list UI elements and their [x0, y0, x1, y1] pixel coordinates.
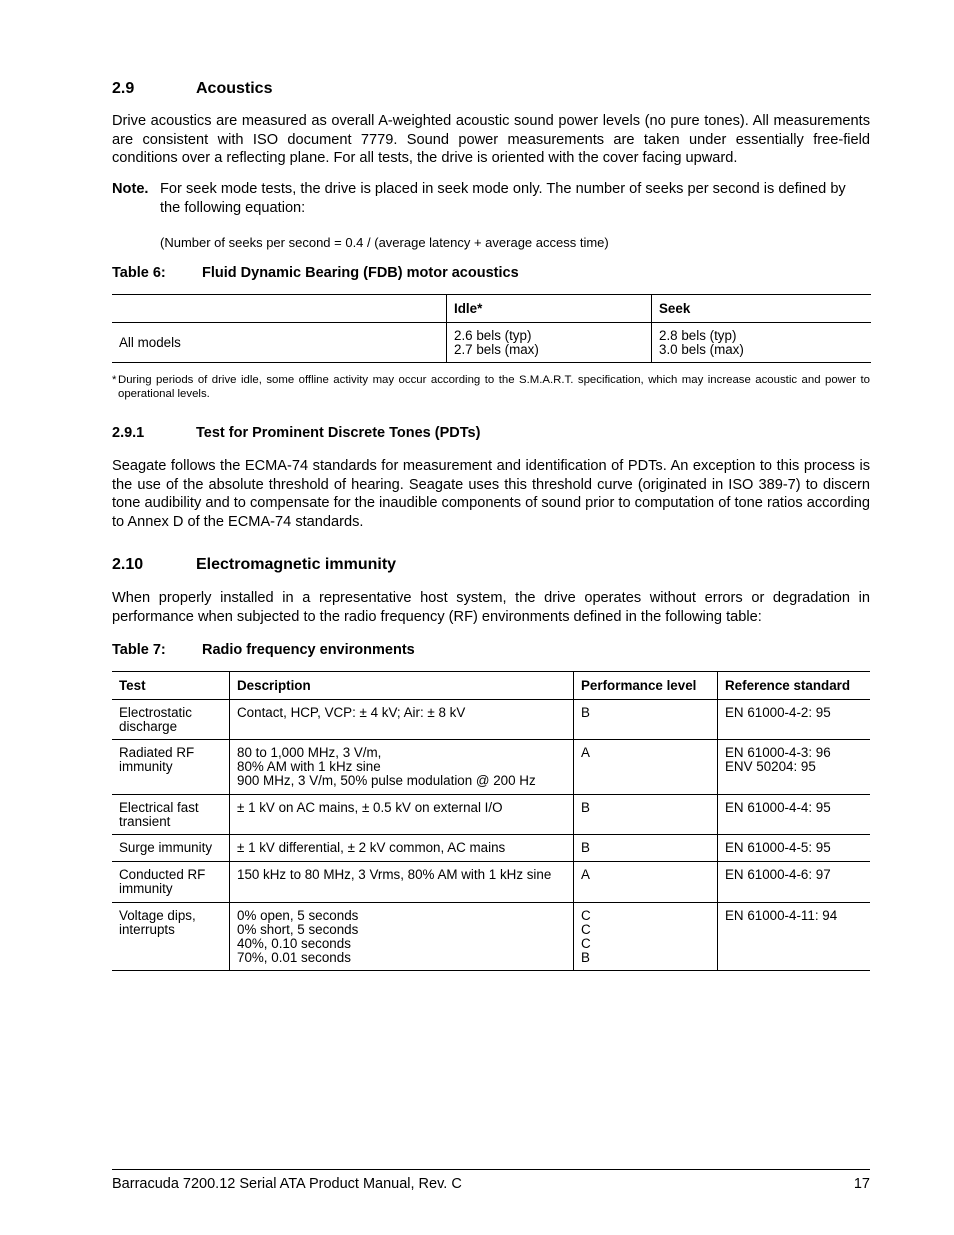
cell-line: immunity — [119, 881, 173, 896]
note-label: Note. — [112, 181, 149, 197]
table6-title: Fluid Dynamic Bearing (FDB) motor acoustics — [202, 265, 519, 281]
cell-line: A — [581, 745, 590, 760]
idle-typ: 2.6 bels (typ) — [454, 328, 532, 343]
table6 — [112, 294, 871, 363]
section-number: 2.10 — [112, 556, 144, 573]
table6-idle-cell — [447, 323, 652, 363]
reference-cell — [718, 795, 871, 835]
description-cell — [230, 795, 574, 835]
performance-cell — [574, 862, 718, 903]
cell-line: EN 61000-4-4: 95 — [725, 800, 831, 815]
table6-caption — [112, 265, 519, 281]
cell-line: C — [581, 908, 591, 923]
footer-title: Barracuda 7200.12 Serial ATA Product Manual, Rev. C — [112, 1176, 462, 1192]
table6-header-idle: Idle* — [447, 295, 652, 323]
table6-footnote — [112, 373, 870, 401]
seek-typ: 2.8 bels (typ) — [659, 328, 737, 343]
test-cell — [112, 795, 230, 835]
cell-line: ENV 50204: 95 — [725, 759, 816, 774]
cell-line: Voltage dips, — [119, 908, 196, 923]
seek-equation: (Number of seeks per second = 0.4 / (average latency + average access time) — [160, 235, 609, 250]
table6-header-row — [112, 295, 871, 323]
table6-header-blank — [112, 295, 447, 323]
note-text: For seek mode tests, the drive is placed in seek mode only. The number of seeks per second is defined by the following equation: — [160, 181, 846, 216]
pdt-paragraph: Seagate follows the ECMA-74 standards for measurement and identification of PDTs. An exception to this process is the use of the absolute threshold of hearing. Seagate uses this threshold curve (originated in ISO 389-7) to discern tone audibility and to compensate for the inaudible components of sound prior to computation of tone ratios according to Annex D of the ECMA-74 standards. — [112, 458, 870, 530]
table-row — [112, 903, 870, 971]
table7-number: Table 7: — [112, 642, 166, 658]
performance-cell — [574, 903, 718, 971]
performance-cell — [574, 835, 718, 862]
section-title: Acoustics — [196, 80, 273, 97]
table-row — [112, 795, 870, 835]
section-heading-emi — [112, 556, 396, 574]
performance-cell — [574, 700, 718, 740]
table7-title: Radio frequency environments — [202, 642, 415, 658]
test-cell — [112, 903, 230, 971]
section-heading-pdt — [112, 425, 480, 441]
cell-line: 900 MHz, 3 V/m, 50% pulse modulation @ 200 Hz — [237, 773, 536, 788]
cell-line: Contact, HCP, VCP: ± 4 kV; Air: ± 8 kV — [237, 705, 466, 720]
emi-paragraph: When properly installed in a representative host system, the drive operates without errors or degradation in performance when subjected to the radio frequency (RF) environments defined in the following table: — [112, 590, 870, 625]
cell-line: EN 61000-4-6: 97 — [725, 867, 831, 882]
cell-line: C — [581, 936, 591, 951]
description-cell — [230, 903, 574, 971]
description-cell — [230, 700, 574, 740]
seek-max: 3.0 bels (max) — [659, 342, 744, 357]
table6-header-seek: Seek — [652, 295, 872, 323]
cell-line: transient — [119, 814, 171, 829]
table7-caption — [112, 642, 415, 658]
cell-line: EN 61000-4-2: 95 — [725, 705, 831, 720]
reference-cell — [718, 862, 871, 903]
table6-seek-cell — [652, 323, 872, 363]
section-number: 2.9 — [112, 80, 135, 97]
cell-line: 0% open, 5 seconds — [237, 908, 359, 923]
page-number: 17 — [853, 1176, 870, 1192]
cell-line: C — [581, 922, 591, 937]
cell-line: Radiated RF — [119, 745, 195, 760]
cell-line: Electrostatic — [119, 705, 192, 720]
note-block — [112, 180, 870, 217]
table-row — [112, 323, 871, 363]
cell-line: immunity — [119, 759, 173, 774]
description-cell — [230, 862, 574, 903]
reference-cell — [718, 903, 871, 971]
table7 — [112, 671, 870, 971]
description-cell — [230, 740, 574, 795]
test-cell — [112, 740, 230, 795]
cell-line: B — [581, 800, 590, 815]
performance-cell — [574, 795, 718, 835]
cell-line: Surge immunity — [119, 840, 213, 855]
cell-line: B — [581, 840, 590, 855]
table-row — [112, 700, 870, 740]
table7-header-test: Test — [119, 678, 146, 693]
table7-header-performance: Performance level — [574, 672, 718, 700]
cell-line: Electrical fast — [119, 800, 199, 815]
cell-line: discharge — [119, 719, 178, 734]
reference-cell — [718, 700, 871, 740]
section-title: Test for Prominent Discrete Tones (PDTs) — [196, 425, 481, 441]
table-row — [112, 740, 870, 795]
reference-cell — [718, 740, 871, 795]
section-heading-acoustics — [112, 80, 272, 98]
cell-line: 70%, 0.01 seconds — [237, 950, 351, 965]
cell-line: 80% AM with 1 kHz sine — [237, 759, 381, 774]
cell-line: ± 1 kV on AC mains, ± 0.5 kV on external I/O — [237, 800, 503, 815]
test-cell — [112, 700, 230, 740]
cell-line: 150 kHz to 80 MHz, 3 Vrms, 80% AM with 1 kHz sine — [237, 867, 552, 882]
cell-line: Conducted RF — [119, 867, 206, 882]
idle-max: 2.7 bels (max) — [454, 342, 539, 357]
cell-line: B — [581, 950, 590, 965]
cell-line: 80 to 1,000 MHz, 3 V/m, — [237, 745, 382, 760]
test-cell — [112, 835, 230, 862]
cell-line: 40%, 0.10 seconds — [237, 936, 351, 951]
cell-line: EN 61000-4-3: 96 — [725, 745, 831, 760]
table6-row-label: All models — [119, 334, 181, 350]
table7-header-reference: Reference standard — [718, 672, 871, 700]
footnote-mark: * — [112, 374, 117, 386]
cell-line: A — [581, 867, 590, 882]
footnote-text: During periods of drive idle, some offline activity may occur according to the S.M.A.R.T. specification, which may increase acoustic and power to operational levels. — [118, 374, 870, 400]
section-number: 2.9.1 — [112, 425, 145, 441]
reference-cell — [718, 835, 871, 862]
table-row — [112, 835, 870, 862]
cell-line: interrupts — [119, 922, 175, 937]
test-cell — [112, 862, 230, 903]
table7-header-description: Description — [230, 672, 574, 700]
cell-line: ± 1 kV differential, ± 2 kV common, AC mains — [237, 840, 506, 855]
cell-line: EN 61000-4-11: 94 — [725, 908, 838, 923]
description-cell — [230, 835, 574, 862]
table6-number: Table 6: — [112, 265, 166, 281]
cell-line: B — [581, 705, 590, 720]
cell-line: 0% short, 5 seconds — [237, 922, 359, 937]
table-row — [112, 862, 870, 903]
cell-line: EN 61000-4-5: 95 — [725, 840, 831, 855]
table7-header-row — [112, 672, 870, 700]
performance-cell — [574, 740, 718, 795]
footer-divider — [112, 1169, 870, 1170]
section-title: Electromagnetic immunity — [196, 556, 397, 573]
acoustics-paragraph: Drive acoustics are measured as overall A-weighted acoustic sound power levels (no pure tones). All measurements are consistent with ISO document 7779. Sound power measurements are taken under essentially free-field conditions over a reflecting plane. For all tests, the drive is oriented with the cover facing upward. — [112, 113, 870, 167]
